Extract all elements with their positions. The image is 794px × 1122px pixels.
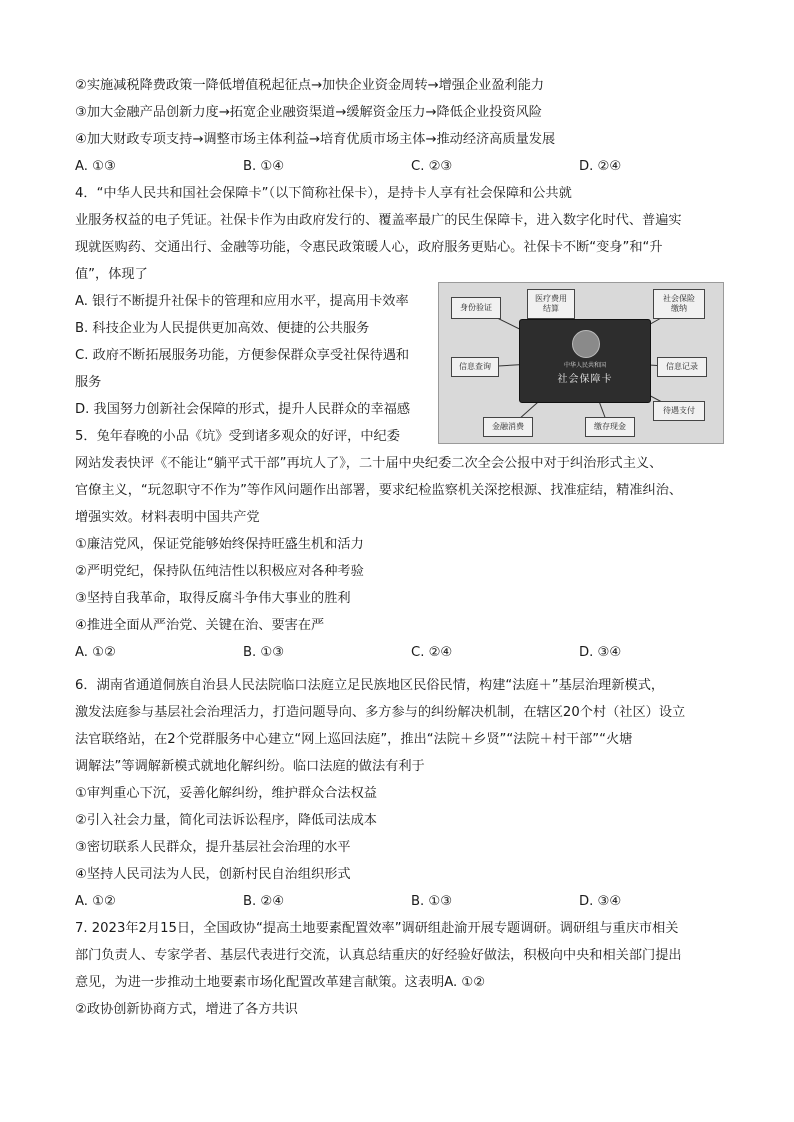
q3-statement-2: ②实施减税降费政策一降低增值税起征点→加快企业资金周转→增强企业盈利能力 [75,78,545,93]
q5-section [75,450,725,666]
q3-statement-3: ③加大金融产品创新力度→拓宽企业融资渠道→缓解资金压力→降低企业投资风险 [75,105,542,120]
q3-statement-4: ④加大财政专项支持→调整市场主体利益→培育优质市场主体→推动经济高质量发展 [75,132,556,147]
card-title: 社会保障卡 [557,374,613,385]
box-identity-verification: 身份验证 [451,297,501,319]
q6-option-a[interactable]: A. ①② [75,894,116,909]
q7-statement-2: ②政协创新协商方式，增进了各方共识 [75,1002,298,1017]
q3-section [75,72,725,180]
q5-option-c[interactable]: C. ②④ [411,645,453,660]
q4-option-c[interactable]: C. 政府不断拓展服务功能，方便参保群众享受社保待遇和 [75,348,410,363]
q3-option-c[interactable]: C. ②③ [411,159,453,174]
q5-statement-3: ③坚持自我革命，取得反腐斗争伟大事业的胜利 [75,591,351,606]
box-information-record: 信息记录 [657,357,707,377]
q4-option-c-continued: 服务 [75,375,102,390]
q5-statement-1: ①廉洁党风，保证党能够始终保持旺盛生机和活力 [75,537,364,552]
q7-section [75,915,725,1023]
box-insurance-payment: 社会保险 缴纳 [653,289,705,319]
q6-stem-line-1: 6．湖南省通道侗族自治县人民法院临口法庭立足民族地区民俗民情，构建“法庭＋”基层治理新模式， [75,678,665,693]
card-subtitle: 中华人民共和国 [563,362,606,369]
q5-option-d[interactable]: D. ③④ [579,645,622,660]
box-information-query: 信息查询 [451,357,499,377]
box-medical-settlement: 医疗费用 结算 [527,289,575,319]
q4-option-a[interactable]: A. 银行不断提升社保卡的管理和应用水平，提高用卡效率 [75,294,409,309]
q6-statement-1: ①审判重心下沉，妥善化解纠纷，维护群众合法权益 [75,786,377,801]
national-emblem-icon [572,330,600,358]
q5-stem-line-1: 5．兔年春晚的小品《坑》受到诸多观众的好评，中纪委 [75,429,400,444]
q5-stem-line-2: 网站发表快评《不能让“躺平式干部”再坑人了》，二十届中央纪委二次全会公报中对于纠治形式主义、 [75,456,663,471]
q6-option-c[interactable]: B. ①③ [411,894,453,909]
q5-options [75,639,725,666]
q6-option-d[interactable]: D. ③④ [579,894,622,909]
box-financial-consumption: 金融消费 [483,417,533,437]
q5-option-a[interactable]: A. ①② [75,645,116,660]
q7-stem-line-1: 7. 2023年2月15日，全国政协“提高土地要素配置效率”调研组赴渝开展专题调研。调研组与重庆市相关 [75,921,679,936]
q6-statement-3: ③密切联系人民群众，提升基层社会治理的水平 [75,840,351,855]
q6-statement-2: ②引入社会力量，简化司法诉讼程序，降低司法成本 [75,813,377,828]
social-security-card [519,319,651,403]
q6-statement-4: ④坚持人民司法为人民，创新村民自治组织形式 [75,867,351,882]
q6-section [75,672,725,915]
q5-stem-line-4: 增强实效。材料表明中国共产党 [75,510,260,525]
box-benefit-payment: 待遇支付 [653,401,705,421]
q4-option-b[interactable]: B. 科技企业为人民提供更加高效、便捷的公共服务 [75,321,370,336]
q4-stem-line-2: 业服务权益的电子凭证。社保卡作为由政府发行的、覆盖率最广的民生保障卡，进入数字化时代、普遍实 [75,213,682,228]
q4-option-d[interactable]: D. 我国努力创新社会保障的形式，提升人民群众的幸福感 [75,402,411,417]
box-cash-deposit: 缴存现金 [585,417,635,437]
q4-stem-line-3: 现就医购药、交通出行、金融等功能，令惠民政策暖人心，政府服务更贴心。社保卡不断“变身”和“升 [75,240,663,255]
q3-option-a[interactable]: A. ①③ [75,159,116,174]
q6-stem-line-2: 激发法庭参与基层社会治理活力，打造问题导向、多方参与的纠纷解决机制，在辖区20个村（社区）设立 [75,705,686,720]
q5-option-b[interactable]: B. ①③ [243,645,285,660]
q6-stem-line-4: 调解法”等调解新模式就地化解纠纷。临口法庭的做法有利于 [75,759,425,774]
q5-stem-line-3: 官僚主义，“玩忽职守不作为”等作风问题作出部署，要求纪检监察机关深挖根源、找准症结，精准纠治、 [75,483,683,498]
q6-stem-line-3: 法官联络站，在2个党群服务中心建立“网上巡回法庭”，推出“法院＋乡贤”“法院＋村干部”“火塘 [75,732,633,747]
q4-stem-line-1: 4．“中华人民共和国社会保障卡”（以下简称社保卡），是持卡人享有社会保障和公共就 [75,186,572,201]
social-security-card-diagram [438,282,724,444]
q3-option-b[interactable]: B. ①④ [243,159,285,174]
q3-options [75,153,725,180]
q6-option-b[interactable]: B. ②④ [243,894,285,909]
q6-options [75,888,725,915]
q7-stem-line-3: 意见，为进一步推动土地要素市场化配置改革建言献策。这表明A. ①② [75,975,486,990]
q3-option-d[interactable]: D. ②④ [579,159,622,174]
q5-statement-2: ②严明党纪，保持队伍纯洁性以积极应对各种考验 [75,564,364,579]
q5-statement-4: ④推进全面从严治党、关键在治、要害在严 [75,618,325,633]
q7-stem-line-2: 部门负责人、专家学者、基层代表进行交流，认真总结重庆的好经验好做法，积极向中央和相关部门提出 [75,948,682,963]
q4-stem-line-4: 值”，体现了 [75,267,148,282]
